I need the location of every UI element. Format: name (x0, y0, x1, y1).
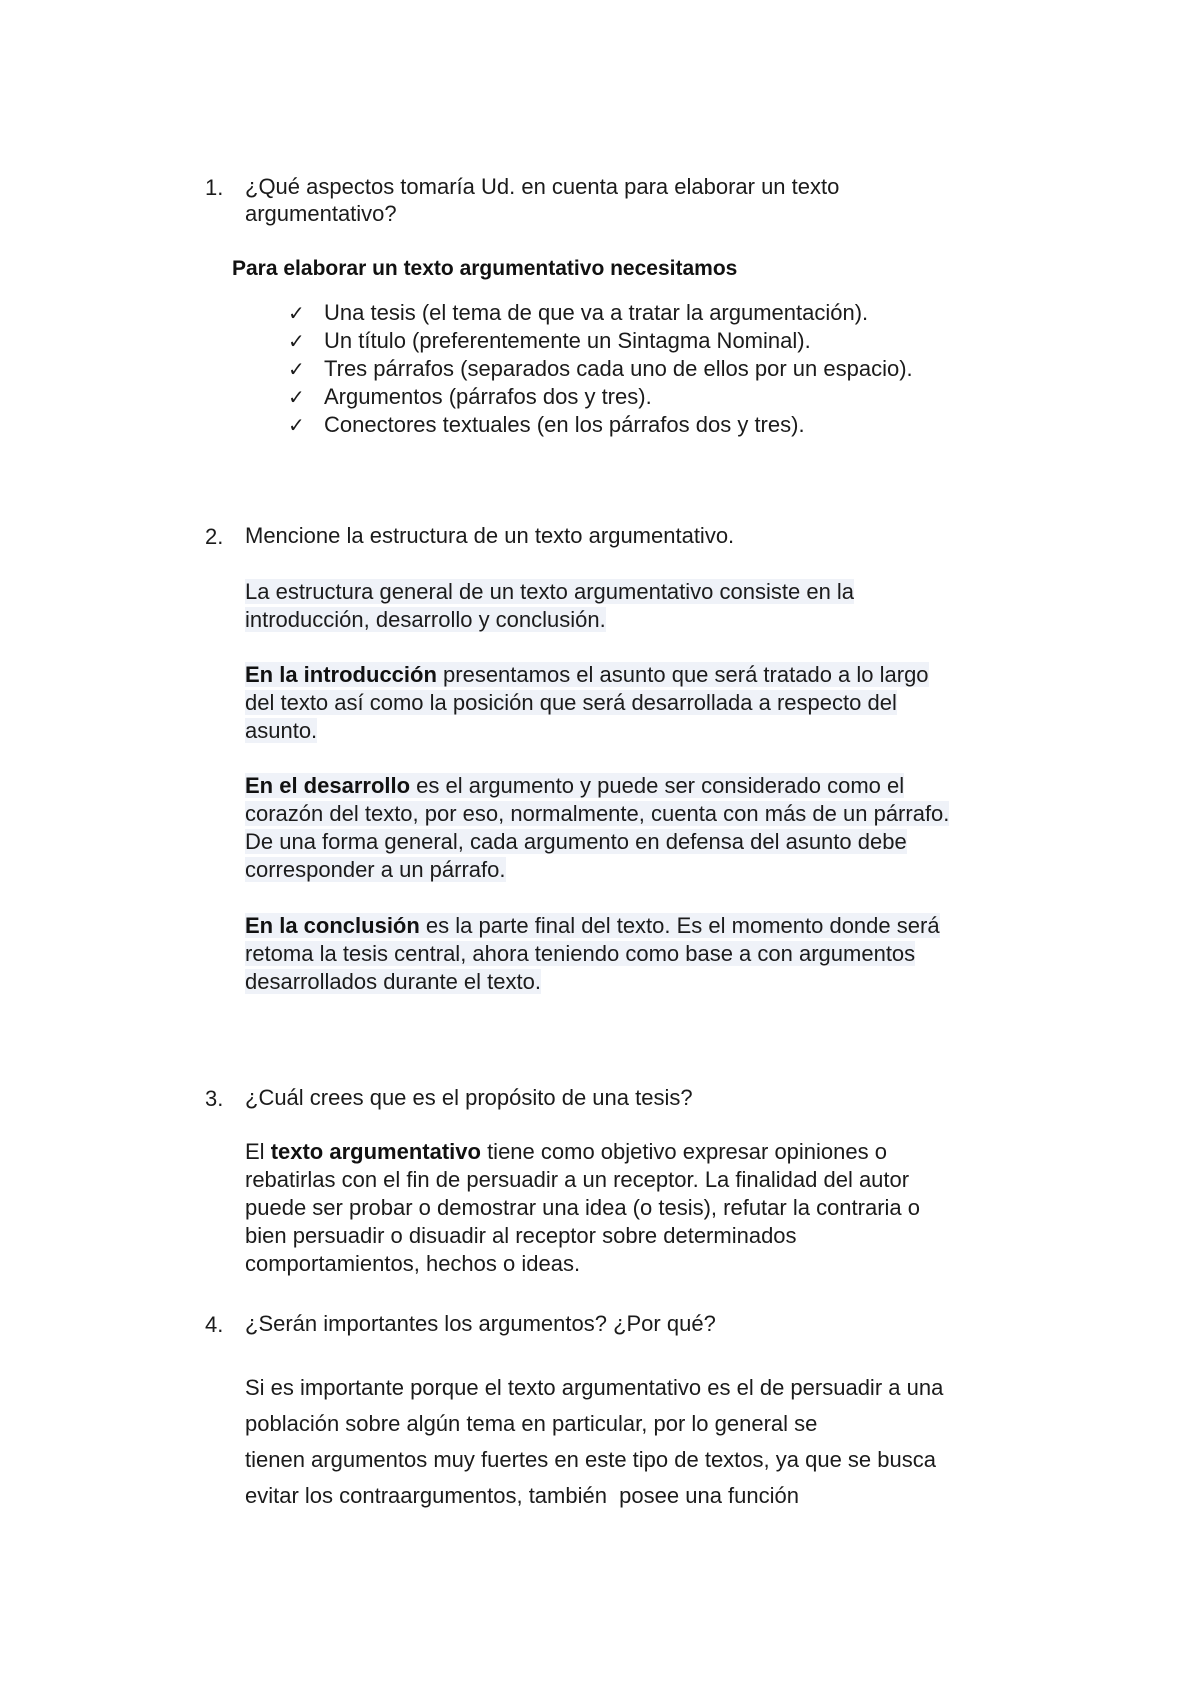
question-1-line-2: argumentativo? (245, 201, 397, 226)
requirements-list (288, 299, 913, 439)
list-item: ✓ Una tesis (el tema de que va a tratar la argumentación). (288, 299, 913, 327)
question-2-number: 2. (205, 524, 224, 549)
structure-paragraph: La estructura general de un texto argumentativo consiste en la introducción, desarrollo y conclusión. (245, 579, 855, 632)
question-3-number: 3. (205, 1086, 224, 1111)
list-item: ✓ Tres párrafos (separados cada uno de ellos por un espacio). (288, 355, 913, 383)
list-item: ✓ Un título (preferentemente un Sintagma Nominal). (288, 327, 913, 355)
question-1-line-1: ¿Qué aspectos tomaría Ud. en cuenta para elaborar un texto (245, 174, 840, 199)
question-4-text: ¿Serán importantes los argumentos? ¿Por qué? (245, 1311, 716, 1336)
checkmark-icon: ✓ (288, 331, 305, 353)
introduction-paragraph: En la introducción presentamos el asunto que será tratado a lo largo del texto así como la posición que será desarrollada a respecto del asunto. (245, 662, 929, 743)
question-1-text (245, 173, 945, 227)
checkmark-icon: ✓ (288, 415, 305, 437)
checkmark-icon: ✓ (288, 303, 305, 325)
question-1-subheading: Para elaborar un texto argumentativo necesitamos (232, 257, 738, 280)
question-1-number: 1. (205, 175, 224, 200)
list-item: ✓ Conectores textuales (en los párrafos dos y tres). (288, 411, 913, 439)
question-2-text: Mencione la estructura de un texto argumentativo. (245, 523, 735, 548)
question-3-text: ¿Cuál crees que es el propósito de una tesis? (245, 1085, 693, 1110)
conclusion-paragraph: En la conclusión es la parte final del texto. Es el momento donde será retoma la tesis central, ahora teniendo como base a con argumentos desarrollados durante el texto. (245, 913, 940, 994)
arguments-paragraph: Si es importante porque el texto argumentativo es el de persuadir a una población sobre algún tema en particular, por lo general se tienen argumentos muy fuertes en este tipo de textos, ya que se busca evitar los contraargumentos, también posee una función (245, 1375, 944, 1508)
thesis-purpose-paragraph: El texto argumentativo tiene como objetivo expresar opiniones o rebatirlas con el fin de persuadir a un receptor. La finalidad del autor puede ser probar o demostrar una idea (o tesis), refutar la contraria o bien persuadir o disuadir al receptor sobre determinados comportamientos, hechos o ideas. (245, 1139, 921, 1276)
checkmark-icon: ✓ (288, 359, 305, 381)
list-item: ✓ Argumentos (párrafos dos y tres). (288, 383, 913, 411)
checkmark-icon: ✓ (288, 387, 305, 409)
development-paragraph: En el desarrollo es el argumento y puede ser considerado como el corazón del texto, por eso, normalmente, cuenta con más de un párrafo. De una forma general, cada argumento en defensa del asunto debe corresponder a un párrafo. (245, 773, 950, 882)
question-4-number: 4. (205, 1312, 224, 1337)
